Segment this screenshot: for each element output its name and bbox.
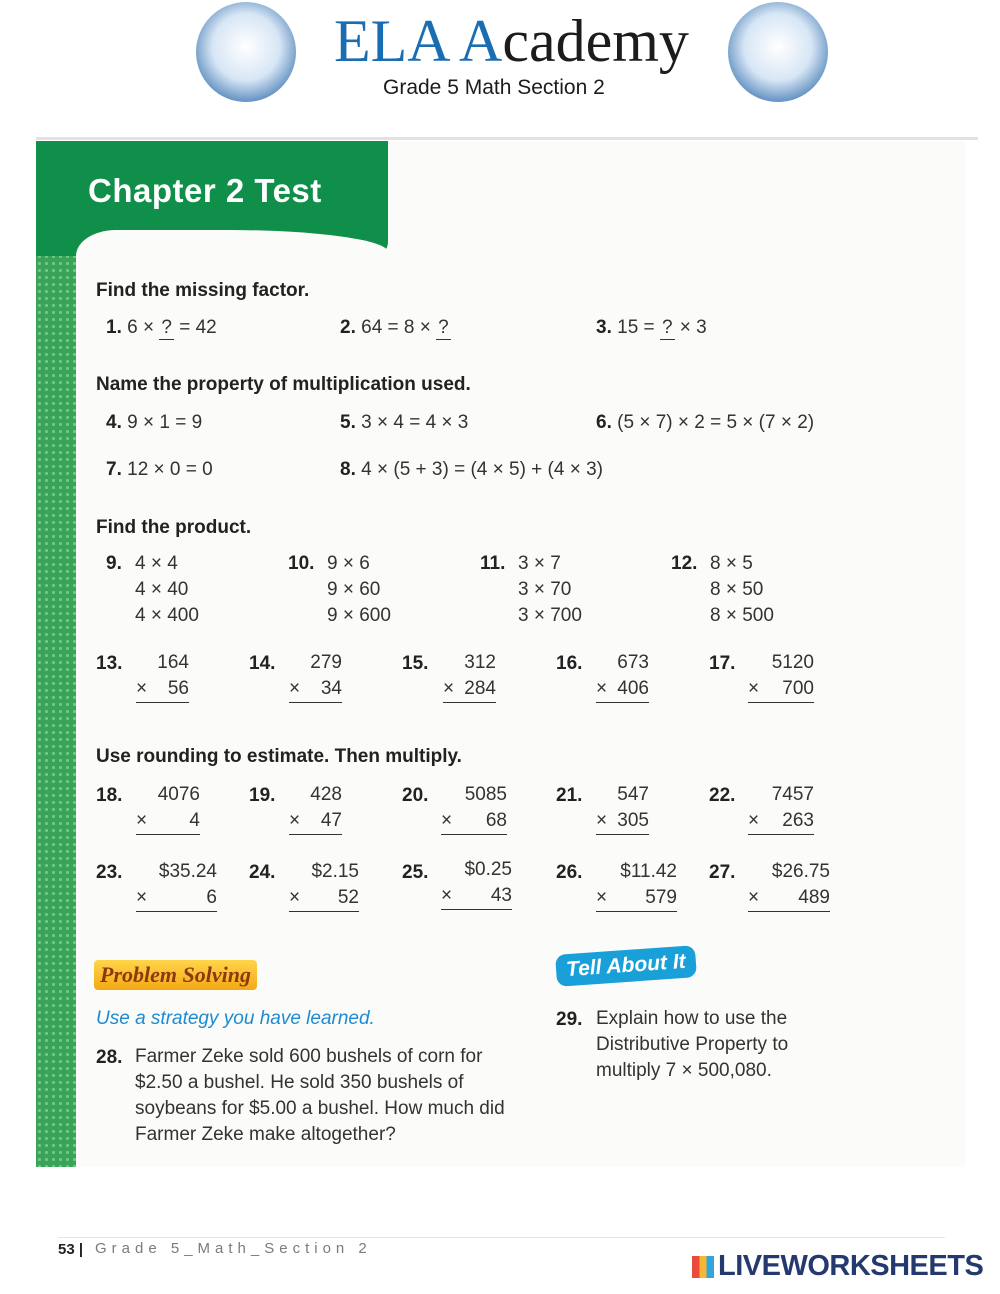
problem-5 — [340, 412, 468, 434]
header-divider — [36, 137, 978, 140]
multiplier-line — [596, 885, 677, 912]
problem-number-11: 11. — [480, 553, 506, 574]
brand-title-rest: cademy — [502, 8, 689, 74]
multiplier-line — [596, 676, 649, 703]
chapter-title: Chapter 2 Test — [88, 172, 322, 209]
problem-number-18: 18. — [96, 785, 123, 806]
stacked-problem-19 — [289, 782, 342, 835]
multiplier-line — [441, 808, 507, 835]
stacked-problem-26 — [596, 859, 677, 912]
tell-prompt-29: Explain how to use the Distributive Property to multiply 7 × 500,080. — [596, 1008, 789, 1081]
multiplier-line — [136, 885, 217, 912]
green-margin-bar — [36, 141, 76, 1167]
answer-blank[interactable]: ? — [661, 317, 673, 338]
multiplier: 305 — [617, 810, 649, 831]
brand-title — [334, 6, 689, 76]
multiplier-line — [441, 883, 512, 910]
footer-divider — [58, 1237, 945, 1238]
problem-number: 5. — [340, 412, 356, 433]
multiplier: 52 — [337, 887, 359, 908]
times-sign: × — [596, 887, 608, 908]
page-number: 53 | — [58, 1241, 84, 1258]
multiplicand: 5085 — [464, 784, 507, 805]
problem-number: 7. — [106, 459, 122, 480]
expression-part: × 3 — [674, 317, 707, 338]
liveworksheets-logo-icon — [692, 1256, 714, 1278]
multiplicand: $26.75 — [771, 861, 830, 882]
problem-number-16: 16. — [556, 653, 583, 674]
times-sign: × — [289, 678, 301, 699]
multiplier-line — [289, 676, 342, 703]
multiplier: 4 — [189, 810, 200, 831]
stacked-problem-21 — [596, 782, 649, 835]
pattern-line: 8 × 500 — [710, 605, 774, 626]
problem-number-26: 26. — [556, 862, 583, 883]
multiplier: 6 — [206, 887, 217, 908]
multiplier-line — [748, 676, 814, 703]
expression-part: 15 = — [617, 317, 660, 338]
stacked-problem-20 — [441, 782, 507, 835]
pattern-line: 3 × 70 — [518, 579, 572, 600]
multiplier-line — [748, 808, 814, 835]
multiplier: 34 — [320, 678, 342, 699]
multiplicand: 279 — [310, 652, 342, 673]
stacked-problem-14 — [289, 650, 342, 703]
pattern-11 — [518, 551, 582, 629]
multiplier-line — [289, 885, 359, 912]
multiplier: 47 — [320, 810, 342, 831]
multiplicand: 428 — [310, 784, 342, 805]
times-sign: × — [596, 678, 608, 699]
multiplicand: 312 — [464, 652, 496, 673]
problem-6 — [596, 412, 814, 434]
problem-number: 1. — [106, 317, 122, 338]
problem-number: 4. — [106, 412, 122, 433]
expression: 3 × 4 = 4 × 3 — [361, 412, 469, 433]
stacked-problem-22 — [748, 782, 814, 835]
multiplier: 406 — [617, 678, 649, 699]
multiplier: 43 — [490, 885, 512, 906]
problem-number-22: 22. — [709, 785, 736, 806]
multiplier-line — [136, 676, 189, 703]
liveworksheets-wordmark: LIVEWORKSHEETS — [718, 1250, 984, 1282]
multiplier: 489 — [798, 887, 830, 908]
problem-number-25: 25. — [402, 862, 429, 883]
multiplicand: 164 — [157, 652, 189, 673]
problem-number-20: 20. — [402, 785, 429, 806]
pattern-9 — [135, 551, 199, 629]
problem-4 — [106, 412, 202, 434]
problem-number-10: 10. — [288, 553, 315, 574]
stacked-problem-25 — [441, 857, 512, 910]
problem-2 — [340, 317, 451, 340]
stacked-problem-16 — [596, 650, 649, 703]
multiplicand: $2.15 — [311, 861, 359, 882]
pattern-10 — [327, 551, 391, 629]
times-sign: × — [596, 810, 608, 831]
stacked-problem-13 — [136, 650, 189, 703]
laurel-emblem-right-icon — [728, 2, 828, 102]
problem-1 — [106, 317, 217, 340]
problem-number-29: 29. — [556, 1009, 583, 1030]
pattern-line: 9 × 600 — [327, 605, 391, 626]
pattern-line: 8 × 50 — [710, 579, 764, 600]
times-sign: × — [441, 885, 453, 906]
problem-number-9: 9. — [106, 553, 122, 574]
expression: (5 × 7) × 2 = 5 × (7 × 2) — [617, 412, 815, 433]
pattern-line: 9 × 60 — [327, 579, 381, 600]
multiplier-line — [289, 808, 342, 835]
problem-number-19: 19. — [249, 785, 276, 806]
multiplier: 579 — [645, 887, 677, 908]
times-sign: × — [289, 887, 301, 908]
problem-number-15: 15. — [402, 653, 429, 674]
problem-number-27: 27. — [709, 862, 736, 883]
expression-part: 6 × — [127, 317, 160, 338]
section-heading-product: Find the product. — [96, 517, 252, 538]
stacked-problem-23 — [136, 859, 217, 912]
pattern-line: 9 × 6 — [327, 553, 370, 574]
problem-number-24: 24. — [249, 862, 276, 883]
expression: 9 × 1 = 9 — [127, 412, 203, 433]
pattern-12 — [710, 551, 774, 629]
strategy-note: Use a strategy you have learned. — [96, 1008, 375, 1029]
multiplicand: $35.24 — [158, 861, 217, 882]
times-sign: × — [748, 810, 760, 831]
footer-text: Grade 5_Math_Section 2 — [95, 1240, 372, 1257]
pattern-line: 3 × 7 — [518, 553, 561, 574]
problem-number: 8. — [340, 459, 356, 480]
pattern-line: 4 × 40 — [135, 579, 189, 600]
times-sign: × — [748, 887, 760, 908]
times-sign: × — [289, 810, 301, 831]
multiplier-line — [596, 808, 649, 835]
expression: 4 × (5 + 3) = (4 × 5) + (4 × 3) — [361, 459, 603, 480]
stacked-problem-27 — [748, 859, 830, 912]
multiplicand: 547 — [617, 784, 649, 805]
answer-blank[interactable]: ? — [438, 317, 449, 338]
problem-number: 6. — [596, 412, 612, 433]
pattern-line: 4 × 400 — [135, 605, 199, 626]
expression-part: 64 = 8 × — [361, 317, 437, 338]
problem-3 — [596, 317, 707, 340]
problem-number-17: 17. — [709, 653, 736, 674]
multiplicand: 4076 — [157, 784, 200, 805]
problem-number: 2. — [340, 317, 356, 338]
stacked-problem-24 — [289, 859, 359, 912]
laurel-emblem-left-icon — [196, 2, 296, 102]
section-heading-estimate: Use rounding to estimate. Then multiply. — [96, 746, 462, 767]
problem-7 — [106, 459, 213, 481]
stacked-problem-18 — [136, 782, 200, 835]
problem-number-14: 14. — [249, 653, 276, 674]
times-sign: × — [441, 810, 453, 831]
section-heading-property: Name the property of multiplication used. — [96, 374, 471, 395]
multiplier: 700 — [782, 678, 814, 699]
answer-blank[interactable]: ? — [161, 317, 172, 338]
multiplier-line — [136, 808, 200, 835]
pattern-line: 3 × 700 — [518, 605, 582, 626]
times-sign: × — [136, 887, 148, 908]
multiplier: 56 — [167, 678, 189, 699]
problem-number-23: 23. — [96, 862, 123, 883]
section-heading-missing-factor: Find the missing factor. — [96, 280, 310, 301]
multiplicand: $11.42 — [620, 861, 677, 882]
pattern-line: 4 × 4 — [135, 553, 178, 574]
expression: 12 × 0 = 0 — [127, 459, 213, 480]
multiplicand: $0.25 — [464, 859, 512, 880]
multiplicand: 673 — [617, 652, 649, 673]
problem-number: 3. — [596, 317, 612, 338]
problem-number-21: 21. — [556, 785, 583, 806]
multiplicand: 5120 — [771, 652, 814, 673]
subtitle: Grade 5 Math Section 2 — [383, 76, 605, 99]
stacked-problem-17 — [748, 650, 814, 703]
pattern-line: 8 × 5 — [710, 553, 753, 574]
brand-title-accent: ELA A — [334, 8, 503, 74]
times-sign: × — [748, 678, 760, 699]
expression-part: = 42 — [173, 317, 217, 338]
problem-number-12: 12. — [671, 553, 698, 574]
problem-solving-badge: Problem Solving — [94, 960, 257, 990]
times-sign: × — [136, 678, 148, 699]
multiplier: 284 — [464, 678, 496, 699]
problem-number-13: 13. — [96, 653, 123, 674]
multiplier-line — [748, 885, 830, 912]
multiplier-line — [443, 676, 496, 703]
problem-8 — [340, 459, 603, 481]
tell-about-it-badge: Tell About It — [555, 945, 697, 987]
multiplier: 263 — [782, 810, 814, 831]
times-sign: × — [443, 678, 455, 699]
chapter-tab-wave — [76, 230, 388, 270]
problem-number-28: 28. — [96, 1047, 123, 1068]
stacked-problem-15 — [443, 650, 496, 703]
word-problem-28: Farmer Zeke sold 600 bushels of corn for $2.50 a bushel. He sold 350 bushels of soybeans for $5.00 a bushel. How much did Farmer Zeke make altogether? — [135, 1046, 505, 1145]
multiplicand: 7457 — [771, 784, 814, 805]
times-sign: × — [136, 810, 148, 831]
multiplier: 68 — [485, 810, 507, 831]
